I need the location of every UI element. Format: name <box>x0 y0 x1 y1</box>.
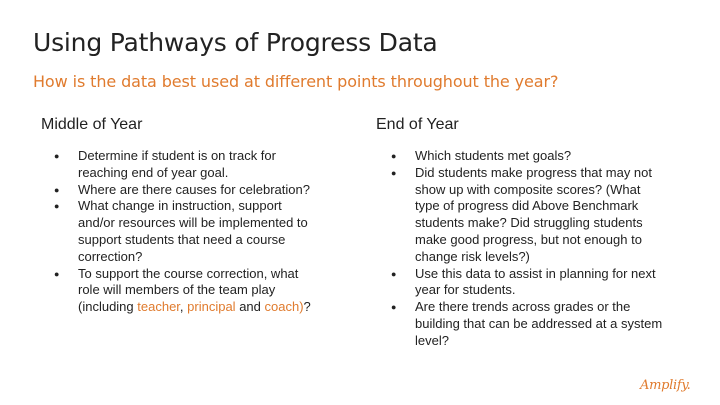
list-item <box>376 299 666 349</box>
middle-of-year-column <box>41 116 321 316</box>
list-item <box>41 182 321 199</box>
list-item-text: Determine if student is on track for reaching end of year goal. <box>78 148 276 180</box>
list-item <box>41 266 321 316</box>
bullet-icon: ● <box>391 302 397 313</box>
bullet-icon: ● <box>54 201 60 212</box>
end-of-year-heading: End of Year <box>376 116 459 133</box>
text-run: and <box>235 299 265 315</box>
list-item-text: Did students make progress that may not show up with composite scores? (What type of progress did Above Benchmark students make? Did struggling students make good progress, but not enough to change risk levels?) <box>415 164 653 264</box>
slide-title: Using Pathways of Progress Data <box>33 28 438 57</box>
text-run: , <box>179 299 188 315</box>
end-of-year-list <box>376 148 666 350</box>
list-item <box>41 198 321 265</box>
text-run: To support the course correction, what role will members of the team play (including <box>78 265 299 315</box>
middle-of-year-heading: Middle of Year <box>41 116 143 133</box>
bullet-icon: ● <box>54 268 60 279</box>
middle-of-year-list <box>41 148 321 316</box>
list-item <box>376 266 666 300</box>
highlight-teacher: teacher <box>137 299 180 315</box>
list-item-text: Are there trends across grades or the building that can be addressed at a system level? <box>415 299 663 348</box>
list-item-text: Which students met goals? <box>415 148 572 163</box>
amplify-logo: Amplify. <box>640 378 691 393</box>
bullet-icon: ● <box>391 268 397 279</box>
bullet-icon: ● <box>391 151 397 161</box>
text-run: ? <box>303 299 311 315</box>
list-item-text <box>78 266 311 315</box>
bullet-icon: ● <box>54 184 60 195</box>
bullet-icon: ● <box>391 167 397 178</box>
list-item-text: Where are there causes for celebration? <box>78 181 310 197</box>
bullet-icon: ● <box>54 151 60 161</box>
list-item <box>41 148 321 182</box>
highlight-coach: coach) <box>264 299 304 315</box>
list-item <box>376 148 666 165</box>
highlight-principal: principal <box>187 299 236 315</box>
end-of-year-column <box>376 116 666 350</box>
list-item <box>376 165 666 266</box>
list-item-text: Use this data to assist in planning for next year for students. <box>415 265 656 298</box>
slide-subtitle: How is the data best used at different points throughout the year? <box>33 72 559 91</box>
list-item-text: What change in instruction, support and/or resources will be implemented to support students that need a course correction? <box>78 198 308 264</box>
